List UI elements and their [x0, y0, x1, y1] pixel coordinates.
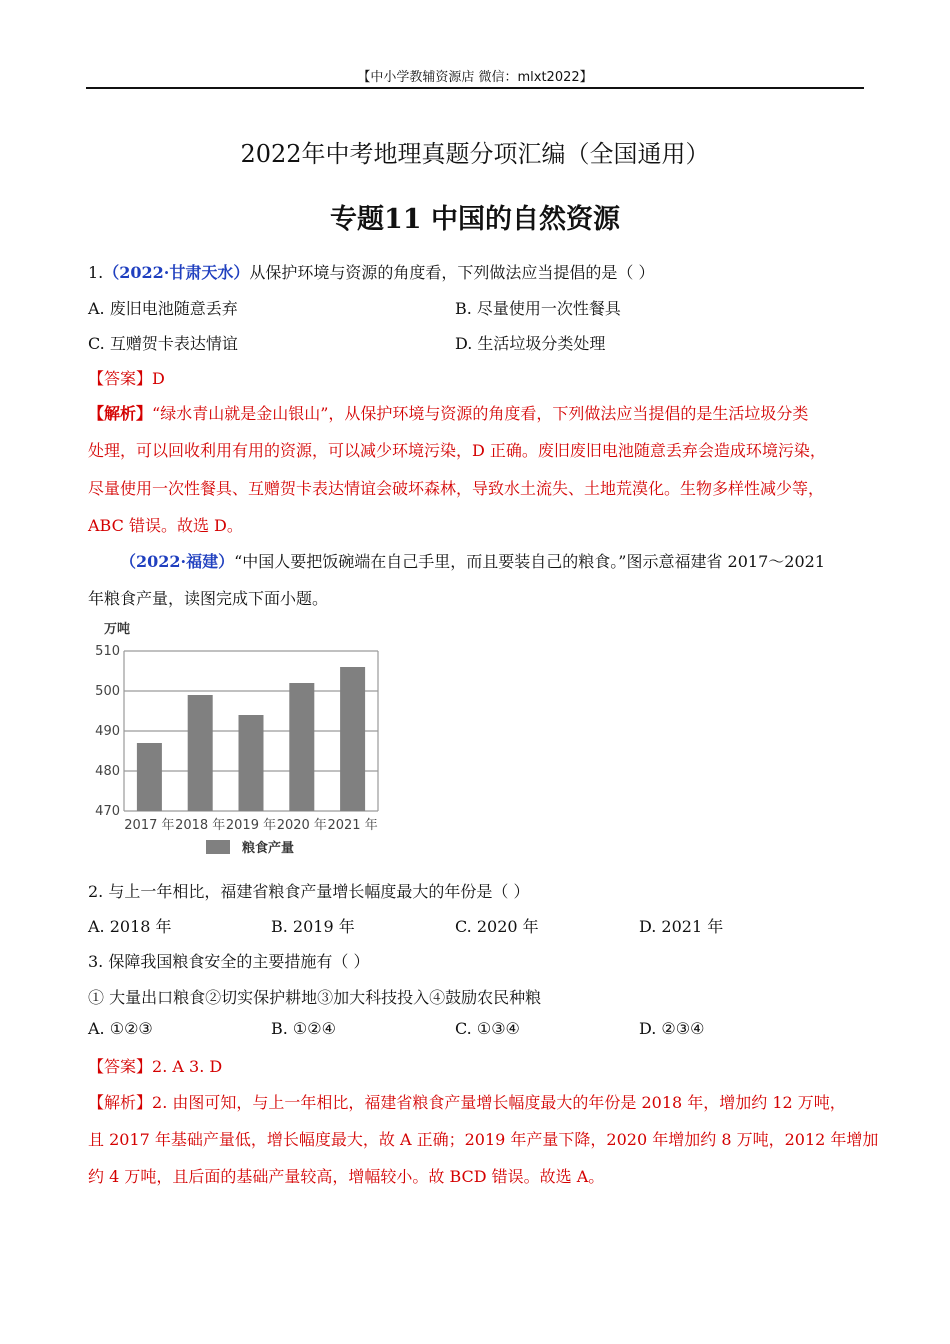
- q2-stem: 2. 与上一年相比，福建省粮食产量增长幅度最大的年份是（ ）: [88, 882, 530, 901]
- q3-option-a: A. ①②③: [88, 1019, 153, 1038]
- q1-option-a: A. 废旧电池随意丢弃: [88, 299, 238, 318]
- q2-q3-answer-label: 【答案】: [88, 1057, 153, 1076]
- q2-option-d: D. 2021 年: [639, 917, 724, 936]
- group-intro-line-1: （2022·福建）“中国人要把饭碗端在自己手里，而且要装自己的粮食。”图示意福建省 2017～2021: [120, 552, 825, 571]
- chart-x-tick-label: 2017 年: [124, 818, 175, 833]
- chart-x-tick-label: 2020 年: [276, 818, 327, 833]
- chart-bar: [289, 683, 314, 811]
- chart-y-tick-label: 470: [95, 804, 120, 819]
- q1-stem-text: 从保护环境与资源的角度看，下列做法应当提倡的是（ ）: [249, 263, 655, 282]
- q2-q3-answer: [88, 1054, 222, 1077]
- chart-x-tick-label: 2018 年: [175, 818, 226, 833]
- chart-legend-label: 粮食产量: [242, 841, 295, 856]
- q1-analysis-line-3: 尽量使用一次性餐具、互赠贺卡表达情谊会破坏森林，导致水土流失、土地荒漠化。生物多样性减少等，: [88, 479, 825, 498]
- document-title: 2022年中考地理真题分项汇编（全国通用）: [240, 140, 710, 168]
- q1-analysis-line-1: 【解析】“绿水青山就是金山银山”，从保护环境与资源的角度看，下列做法应当提倡的是生活垃圾分类: [88, 404, 809, 423]
- q2-option-b: B. 2019 年: [271, 917, 355, 936]
- chart-x-tick-label: 2019 年: [225, 818, 277, 833]
- q3-option-b: B. ①②④: [271, 1019, 336, 1038]
- q2-q3-analysis-line-3: 约 4 万吨，且后面的基础产量较高，增幅较小。故 BCD 错误。故选 A。: [88, 1167, 605, 1186]
- chart-y-tick-label: 480: [95, 764, 120, 779]
- q1-stem: [88, 260, 654, 283]
- q2-q3-analysis-line-2: 且 2017 年基础产量低，增长幅度最大，故 A 正确；2019 年产量下降，2020 年增加约 8 万吨，2012 年增加: [88, 1130, 879, 1149]
- q1-option-b: B. 尽量使用一次性餐具: [455, 299, 621, 318]
- chart-bar: [188, 695, 213, 811]
- q1-option-c: C. 互赠贺卡表达情谊: [88, 334, 238, 353]
- page-header: 【中小学教辅资源店 微信：mlxt2022】: [357, 70, 593, 85]
- q3-option-d: D. ②③④: [639, 1019, 705, 1038]
- chart-y-tick-label: 500: [95, 684, 120, 699]
- q1-number: 1.: [88, 263, 104, 282]
- header-divider: [86, 87, 864, 89]
- chart-bar: [340, 667, 365, 811]
- chart-bar: [137, 743, 162, 811]
- topic-title: 专题11 中国的自然资源: [330, 204, 620, 235]
- q1-answer-label: 【答案】: [88, 369, 153, 388]
- q1-answer-value: D: [152, 369, 165, 388]
- q2-option-a: A. 2018 年: [88, 917, 172, 936]
- q2-option-c: C. 2020 年: [455, 917, 539, 936]
- group-source: （2022·福建）: [120, 552, 235, 571]
- q1-analysis-line-4: ABC 错误。故选 D。: [88, 516, 243, 535]
- chart-y-axis-label: 万吨: [104, 622, 131, 637]
- q1-answer: [88, 366, 165, 389]
- q1-option-d: D. 生活垃圾分类处理: [455, 334, 606, 353]
- chart-x-tick-label: 2021 年: [327, 818, 378, 833]
- q1-analysis-label: 【解析】: [88, 404, 153, 423]
- chart-y-tick-label: 490: [95, 724, 120, 739]
- q3-items: ① 大量出口粮食②切实保护耕地③加大科技投入④鼓励农民种粮: [88, 988, 542, 1007]
- q3-stem: 3. 保障我国粮食安全的主要措施有（ ）: [88, 952, 370, 971]
- chart-bar: [239, 715, 264, 811]
- q2-q3-analysis-line-1: 【解析】2. 由图可知，与上一年相比，福建省粮食产量增长幅度最大的年份是 2018 年，增加约 12 万吨，: [88, 1093, 846, 1112]
- chart-legend-swatch: [206, 840, 230, 854]
- q2-q3-analysis-label: 【解析】: [88, 1093, 153, 1112]
- group-intro-line-2: 年粮食产量，读图完成下面小题。: [88, 589, 329, 608]
- chart-y-tick-label: 510: [95, 644, 120, 659]
- grain-production-chart: [92, 618, 422, 863]
- q2-q3-answer-value: 2. A 3. D: [152, 1057, 223, 1076]
- q3-option-c: C. ①③④: [455, 1019, 520, 1038]
- q1-analysis-line-2: 处理，可以回收利用有用的资源，可以减少环境污染，D 正确。废旧废旧电池随意丢弃会造成环境污染，: [88, 441, 826, 460]
- q1-source: （2022·甘肃天水）: [103, 263, 250, 282]
